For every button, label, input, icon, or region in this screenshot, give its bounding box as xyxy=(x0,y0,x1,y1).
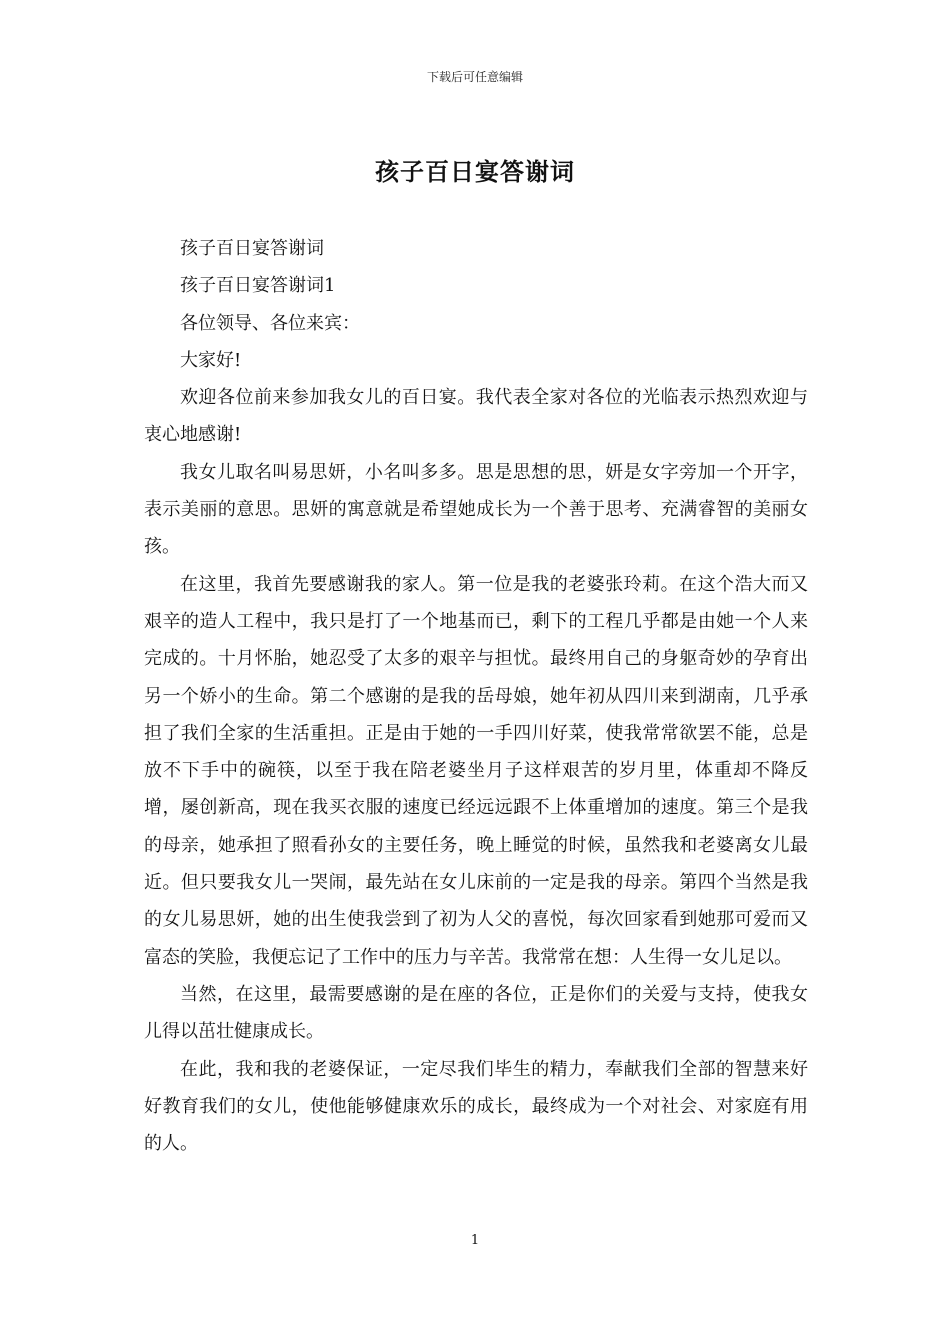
paragraph: 当然，在这里，最需要感谢的是在座的各位，正是你们的关爱与支持，使我女儿得以茁壮健康成长。 xyxy=(144,983,808,1043)
paragraph: 在此，我和我的老婆保证，一定尽我们毕生的精力，奉献我们全部的智慧来好好教育我们的女儿，使他能够健康欢乐的成长，最终成为一个对社会、对家庭有用的人。 xyxy=(144,1058,808,1155)
paragraph: 大家好! xyxy=(180,349,242,371)
paragraph: 各位领导、各位来宾： xyxy=(180,312,360,334)
paragraph: 孩子百日宴答谢词 xyxy=(180,238,324,259)
paragraph: 孩子百日宴答谢词1 xyxy=(180,275,336,297)
paragraph: 欢迎各位前来参加我女儿的百日宴。我代表全家对各位的光临表示热烈欢迎与衷心地感谢! xyxy=(144,387,808,446)
paragraph: 我女儿取名叫易思妍，小名叫多多。思是思想的思，妍是女字旁加一个开字，表示美丽的意思。思妍的寓意就是希望她成长为一个善于思考、充满睿智的美丽女孩。 xyxy=(144,461,808,558)
document-title: 孩子百日宴答谢词 xyxy=(375,157,575,186)
document-body xyxy=(144,230,808,1162)
header-note: 下载后可任意编辑 xyxy=(426,70,523,84)
page-number: 1 xyxy=(470,1233,480,1248)
paragraph: 在这里，我首先要感谢我的家人。第一位是我的老婆张玲莉。在这个浩大而又艰辛的造人工程中，我只是打了一个地基而已，剩下的工程几乎都是由她一个人来完成的。十月怀胎，她忍受了太多的艰辛与担忧。最终用自己的身躯奇妙的孕育出另一个娇小的生命。第二个感谢的是我的岳母娘，她年初从四川来到湖南，几乎承担了我们全家的生活重担。正是由于她的一手四川好菜，使我常常欲罢不能，总是放不下手中的碗筷，以至于我在陪老婆坐月子这样艰苦的岁月里，体重却不降反增，屡创新高，现在我买衣服的速度已经远远跟不上体重增加的速度。第三个是我的母亲，她承担了照看孙女的主要任务，晚上睡觉的时候，虽然我和老婆离女儿最近。但只要我女儿一哭闹，最先站在女儿床前的一定是我的母亲。第四个当然是我的女儿易思妍，她的出生使我尝到了初为人父的喜悦，每次回家看到她那可爱而又富态的笑脸，我便忘记了工作中的压力与辛苦。我常常在想：人生得一女儿足以。 xyxy=(144,573,808,968)
